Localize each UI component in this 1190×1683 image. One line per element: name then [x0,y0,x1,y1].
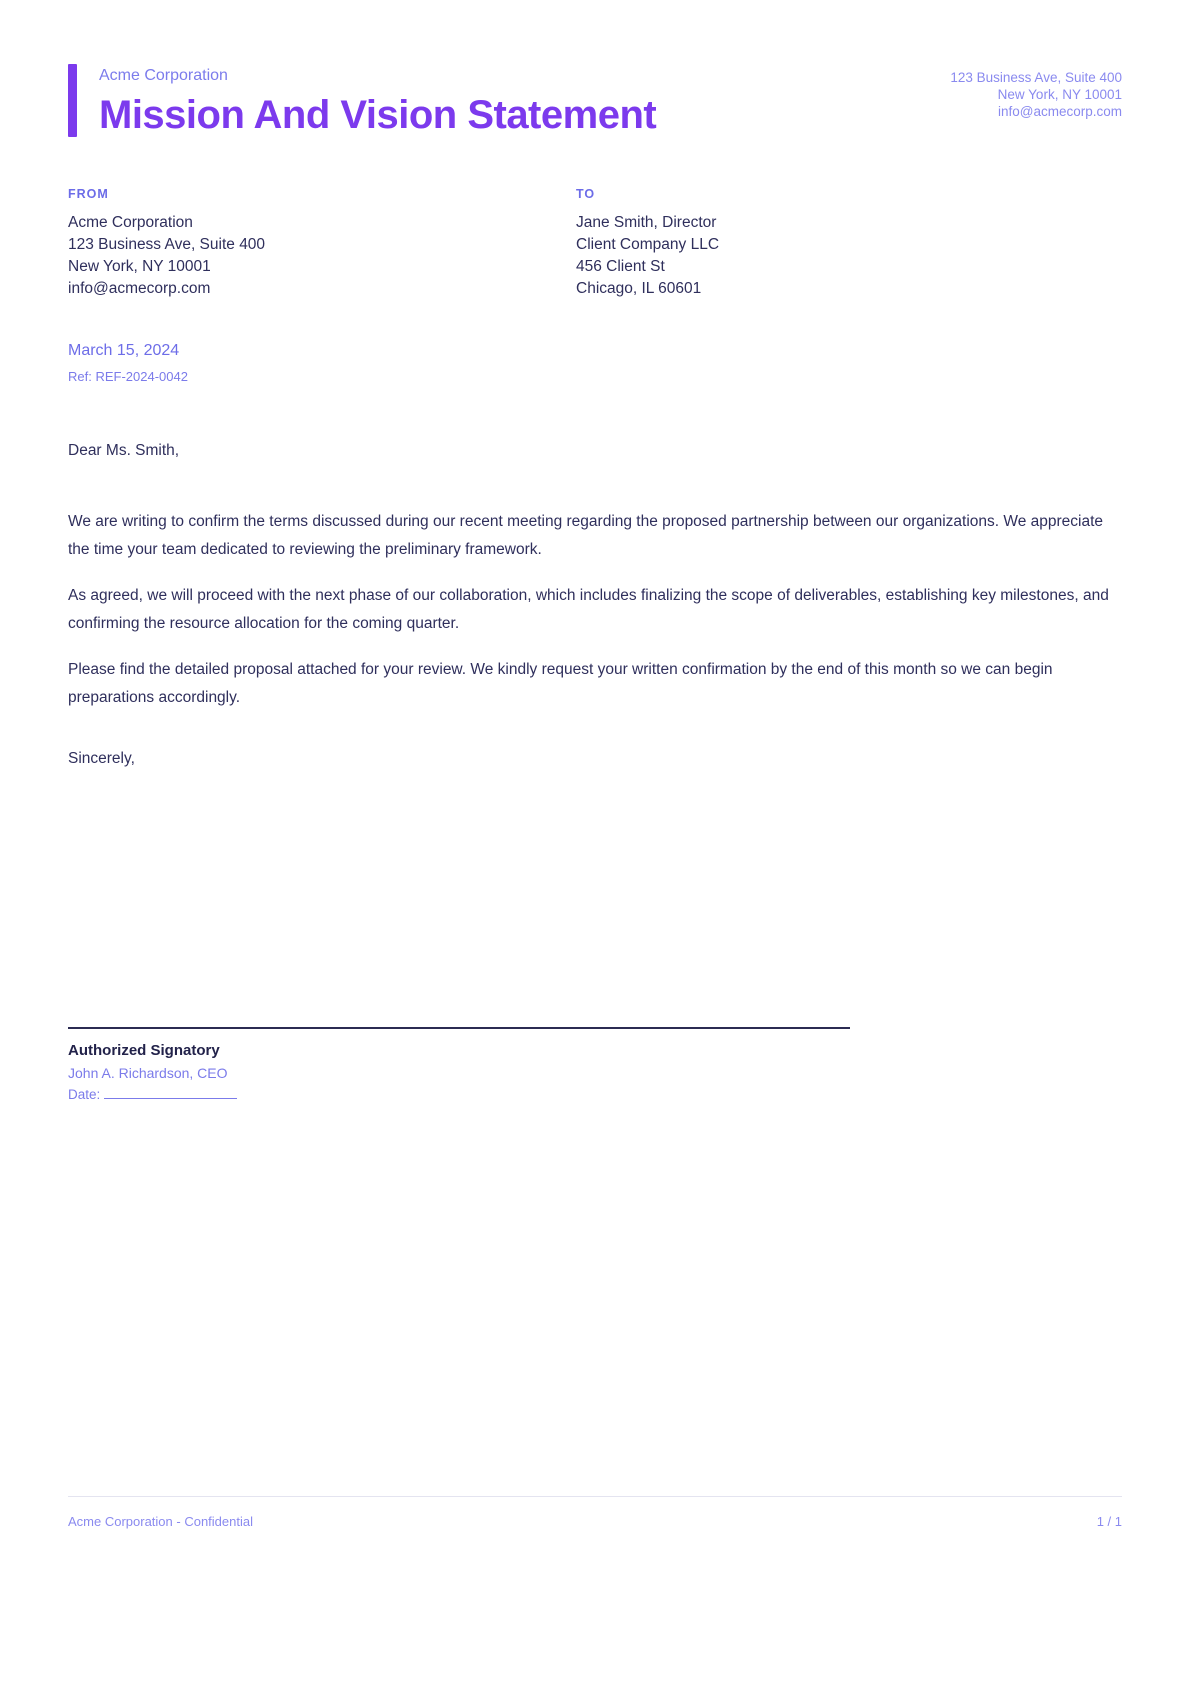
letter-header [68,64,1122,137]
to-line: Jane Smith, Director [576,214,717,231]
signature-date-label: Date: [68,1087,101,1102]
letter-body [68,508,1122,712]
to-line: Chicago, IL 60601 [576,280,702,297]
footer-page-number: 1 / 1 [1096,1514,1122,1529]
body-paragraph: As agreed, we will proceed with the next phase of our collaboration, which includes finalizing the scope of deliverables, establishing key milestones, and confirming the resource allocation for the coming quarter. [68,587,1109,632]
from-line: info@acmecorp.com [68,280,211,297]
salutation: Dear Ms. Smith, [68,442,180,459]
header-address-line: 123 Business Ave, Suite 400 [950,70,1122,85]
signature-block [68,1027,850,1102]
header-title-block [68,64,656,137]
to-lines [576,212,1122,300]
signatory-title: Authorized Signatory [68,1042,220,1059]
footer-confidential-text: Acme Corporation - Confidential [68,1514,253,1529]
signatory-name: John A. Richardson, CEO [68,1065,228,1081]
reference-number: Ref: REF-2024-0042 [68,369,188,384]
page-title: Mission And Vision Statement [99,93,657,137]
from-line: New York, NY 10001 [68,258,211,275]
meta-section [68,342,1122,384]
body-paragraph: Please find the detailed proposal attached for your review. We kindly request your written confirmation by the end of this month so we can begin preparations accordingly. [68,661,1053,706]
accent-bar [68,64,77,137]
to-line: Client Company LLC [576,236,720,253]
from-line: Acme Corporation [68,214,193,231]
to-label: TO [576,187,596,201]
closing: Sincerely, [68,750,135,767]
to-block [576,187,1122,300]
header-address-block [950,64,1122,120]
parties-section [68,187,1122,300]
company-label: Acme Corporation [99,67,228,84]
from-lines [68,212,576,300]
letter-date: March 15, 2024 [68,342,180,359]
to-line: 456 Client St [576,258,665,275]
body-paragraph: We are writing to confirm the terms discussed during our recent meeting regarding the proposed partnership between our organizations. We appreciate the time your team dedicated to reviewing the preliminary framework. [68,513,1104,558]
header-address-line: New York, NY 10001 [997,87,1122,102]
header-address-line: info@acmecorp.com [998,104,1122,119]
signature-date-blank [104,1088,237,1099]
from-line: 123 Business Ave, Suite 400 [68,236,266,253]
signature-date-row [68,1087,850,1102]
from-label: FROM [68,187,109,201]
title-text-block [99,64,656,137]
page-footer [68,1496,1122,1529]
from-block [68,187,576,300]
